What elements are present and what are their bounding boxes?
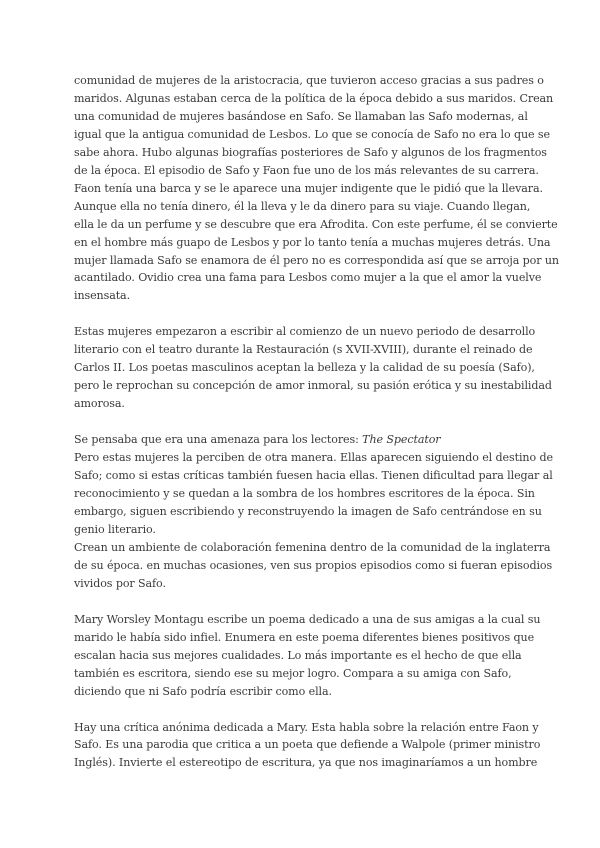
- text-line: vividos por Safo.: [74, 576, 166, 590]
- text-line: Safo. Es una parodia que critica a un poeta que defiende a Walpole (primer ministro: [74, 738, 541, 752]
- text-line: una comunidad de mujeres basándose en Safo. Se llamaban las Safo modernas, al: [74, 109, 528, 123]
- paragraph-3: [74, 431, 553, 593]
- text-line: también es escritora, siendo ese su mejor logro. Compara a su amiga con Safo,: [74, 666, 512, 680]
- intro-text: Se pensaba que era una amenaza para los lectores:: [74, 433, 363, 447]
- paragraph-1: [74, 72, 559, 305]
- text-line: reconocimiento y se quedan a la sombra de los hombres escritores de la época. Sin: [74, 487, 535, 501]
- paragraph-5: [74, 719, 541, 773]
- text-line: igual que la antigua comunidad de Lesbos. Lo que se conocía de Safo no era lo que se: [74, 127, 550, 141]
- paragraph-4: [74, 611, 541, 701]
- text-line: amorosa.: [74, 397, 125, 411]
- text-line: marido le había sido infiel. Enumera en este poema diferentes bienes positivos que: [74, 630, 535, 644]
- text-line: Aunque ella no tenía dinero, él la lleva y le da dinero para su viaje. Cuando llegan,: [74, 199, 531, 213]
- text-line: acantilado. Ovidio crea una fama para Lesbos como mujer a la que el amor la vuelve: [74, 271, 542, 285]
- document-body: [74, 72, 559, 790]
- work-title: The Spectator: [362, 433, 441, 447]
- text-line: comunidad de mujeres de la aristocracia, que tuvieron acceso gracias a sus padres o: [74, 74, 544, 87]
- text-line: Hay una crítica anónima dedicada a Mary. Esta habla sobre la relación entre Faon y: [74, 720, 539, 734]
- text-line: pero le reprochan su concepción de amor inmoral, su pasión erótica y su inestabilidad: [74, 379, 552, 393]
- text-line: embargo, siguen escribiendo y reconstruyendo la imagen de Safo centrándose en su: [74, 504, 542, 518]
- text-line: de la época. El episodio de Safo y Faon fue uno de los más relevantes de su carrera.: [74, 163, 539, 177]
- text-line: Inglés). Invierte el estereotipo de escritura, ya que nos imaginaríamos a un hombre: [74, 756, 538, 770]
- text-line: de su época. en muchas ocasiones, ven sus propios episodios como si fueran episodios: [74, 558, 553, 572]
- text-line: Safo; como si estas críticas también fuesen hacia ellas. Tienen dificultad para llegar al: [74, 469, 553, 483]
- text-line: Pero estas mujeres la perciben de otra manera. Ellas aparecen siguiendo el destino de: [74, 451, 553, 465]
- text-line: Crean un ambiente de colaboración femenina dentro de la comunidad de la inglaterra: [74, 540, 551, 554]
- text-line-intro: [74, 431, 530, 449]
- text-line: ella le da un perfume y se descubre que era Afrodita. Con este perfume, él se convierte: [74, 217, 558, 231]
- text-line: Carlos II. Los poetas masculinos aceptan la belleza y la calidad de su poesía (Safo),: [74, 361, 535, 375]
- paragraph-2: [74, 323, 552, 413]
- text-line: literario con el teatro durante la Restauración (s XVII-XVIII), durante el reinado de: [74, 343, 533, 357]
- text-line: Faon tenía una barca y se le aparece una mujer indigente que le pidió que la llevara.: [74, 181, 543, 195]
- text-line: insensata.: [74, 289, 131, 303]
- text-line: escalan hacia sus mejores cualidades. Lo más importante es el hecho de que ella: [74, 648, 522, 662]
- text-line: Estas mujeres empezaron a escribir al comienzo de un nuevo periodo de desarrollo: [74, 325, 536, 339]
- text-line: sabe ahora. Hubo algunas biografías posteriores de Safo y algunos de los fragmentos: [74, 145, 547, 159]
- text-line: genio literario.: [74, 522, 156, 536]
- text-line: en el hombre más guapo de Lesbos y por lo tanto tenía a muchas mujeres detrás. Una: [74, 235, 551, 249]
- text-line: maridos. Algunas estaban cerca de la política de la época debido a sus maridos. Crean: [74, 91, 554, 105]
- text-line: Mary Worsley Montagu escribe un poema dedicado a una de sus amigas a la cual su: [74, 612, 541, 626]
- text-line: diciendo que ni Safo podría escribir como ella.: [74, 684, 332, 698]
- text-line: mujer llamada Safo se enamora de él pero no es correspondida así que se arroja por un: [74, 253, 559, 267]
